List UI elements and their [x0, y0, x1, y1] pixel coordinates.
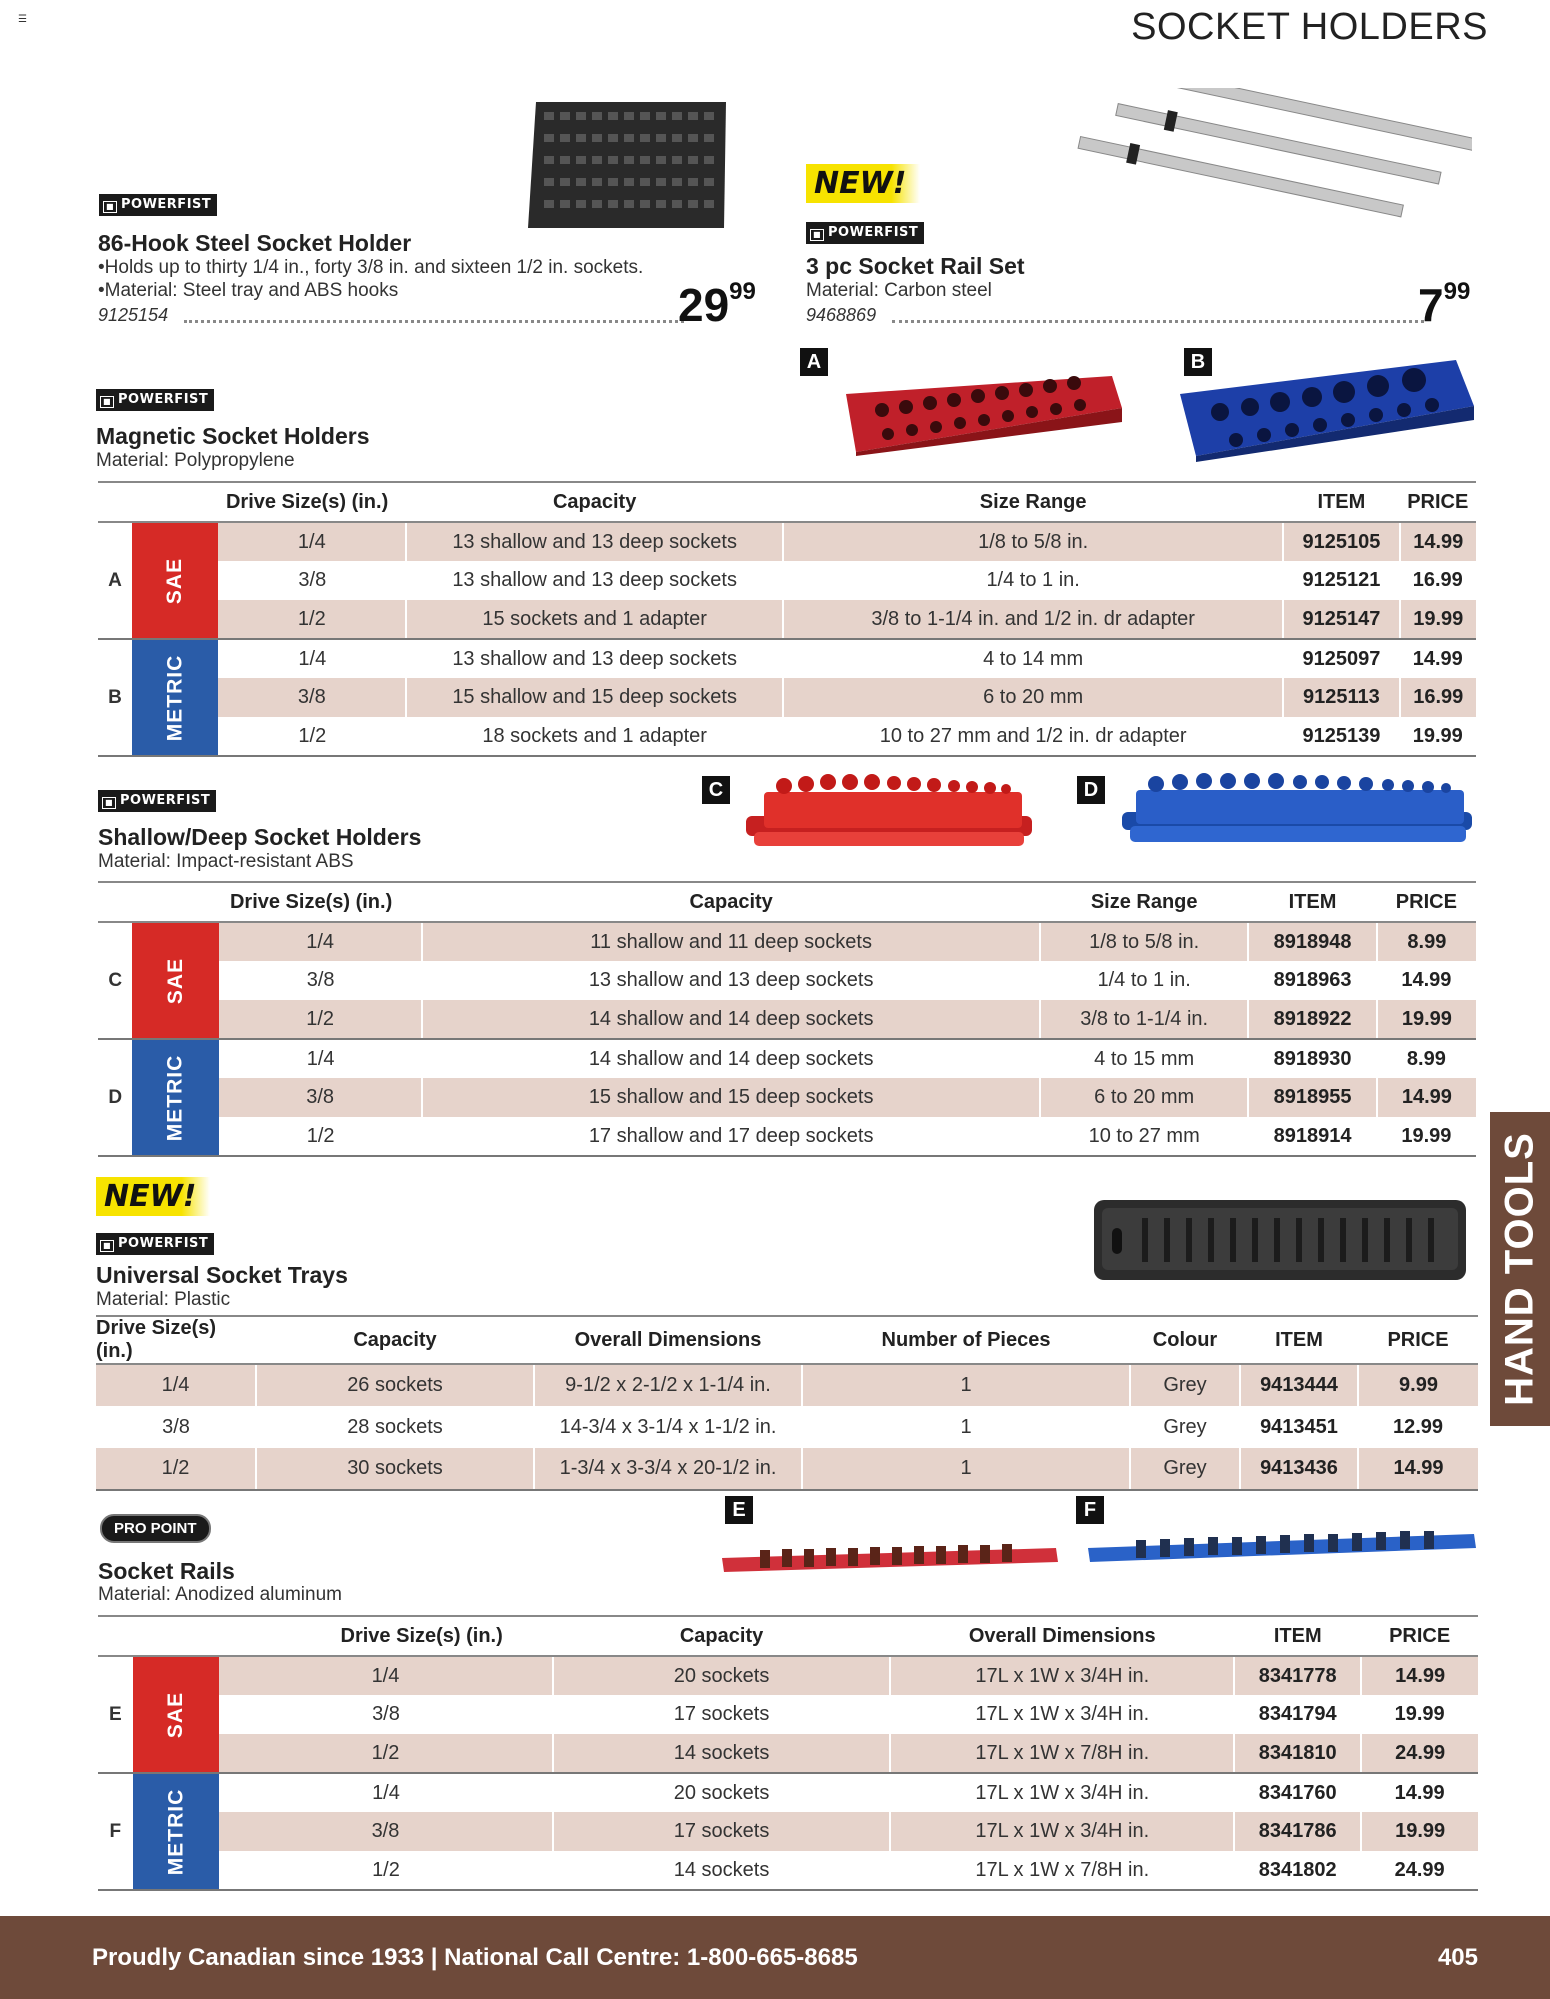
- cell-pieces: 1: [802, 1448, 1130, 1490]
- col-header-pieces: Number of Pieces: [802, 1316, 1130, 1364]
- hand-tools-tab[interactable]: HAND TOOLS: [1490, 1112, 1550, 1426]
- cell-drive: 3/8: [306, 969, 335, 991]
- col-header-item: ITEM: [1240, 1316, 1358, 1364]
- section-material: Material: Impact-resistant ABS: [98, 851, 354, 872]
- section-title: Socket Rails: [98, 1558, 235, 1584]
- cell-capacity: 15 shallow and 15 deep sockets: [422, 1078, 1040, 1117]
- group-letter: B: [98, 639, 132, 756]
- cell-drive: 1/4: [306, 1047, 335, 1070]
- socket-rail-set-image: [1066, 88, 1472, 268]
- red-magnetic-holder-image: [842, 372, 1124, 456]
- cell-item: 8918955: [1248, 1078, 1376, 1117]
- col-header-item: ITEM: [1234, 1616, 1361, 1656]
- product-bullet: •Holds up to thirty 1/4 in., forty 3/8 in. and sixteen 1/2 in. sockets.: [98, 257, 644, 278]
- cell-size-range: 3/8 to 1-1/4 in.: [1040, 1000, 1248, 1039]
- leader-dots: [892, 320, 1424, 323]
- cell-drive: 1/2: [218, 717, 406, 756]
- new-badge: NEW!: [806, 164, 920, 203]
- footer-text: Proudly Canadian since 1933 | National Call Centre: 1-800-665-8685: [92, 1944, 858, 1971]
- image-letter: F: [1076, 1496, 1104, 1524]
- cell-size-range: 1/4 to 1 in.: [1097, 969, 1191, 991]
- table-row: [98, 1000, 1476, 1039]
- cell-drive: 3/8: [162, 1415, 190, 1438]
- cell-capacity: 11 shallow and 11 deep sockets: [422, 922, 1040, 961]
- cell-drive: 1/4: [298, 647, 327, 670]
- cell-price: 14.99: [1394, 1781, 1445, 1804]
- cell-item: 8341778: [1234, 1656, 1361, 1695]
- image-letter: E: [725, 1496, 753, 1524]
- table-row: [98, 1851, 1478, 1890]
- cell-drive: 1/4: [96, 1364, 256, 1406]
- cell-item: 9413451: [1260, 1415, 1338, 1438]
- cell-price: 19.99: [1377, 1117, 1476, 1156]
- cell-capacity: 13 shallow and 13 deep sockets: [452, 647, 737, 670]
- section-title: Shallow/Deep Socket Holders: [98, 824, 422, 850]
- cell-drive: 1/4: [372, 1781, 400, 1804]
- cell-item: 8918948: [1248, 922, 1376, 961]
- cell-capacity: 20 sockets: [553, 1656, 891, 1695]
- product-title: 3 pc Socket Rail Set: [806, 253, 1025, 279]
- section-title: Magnetic Socket Holders: [96, 423, 370, 449]
- section-material: Material: Anodized aluminum: [98, 1584, 342, 1605]
- table-row: [96, 1364, 1478, 1406]
- cell-drive: 1/4: [219, 1656, 553, 1695]
- table-row: [98, 961, 1476, 1000]
- cell-dims: 17L x 1W x 3/4H in.: [890, 1812, 1234, 1851]
- col-header-dims: Overall Dimensions: [890, 1616, 1234, 1656]
- cell-price: 19.99: [1377, 1000, 1476, 1039]
- col-header-item: ITEM: [1248, 882, 1376, 922]
- product-title: 86-Hook Steel Socket Holder: [98, 230, 412, 256]
- cell-price: 14.99: [1358, 1448, 1478, 1490]
- powerfist-logo: ■ POWERFIST: [96, 389, 214, 411]
- section-title: Universal Socket Trays: [96, 1262, 348, 1288]
- cell-item: 9125139: [1283, 717, 1399, 756]
- cell-capacity: 14 sockets: [553, 1734, 891, 1773]
- socket-rails-table: [98, 1615, 1478, 1891]
- cell-pieces: 1: [802, 1364, 1130, 1406]
- col-header-drive: Drive Size(s) (in.): [96, 1316, 256, 1364]
- cell-item: 8918963: [1273, 969, 1352, 991]
- cell-price: 14.99: [1400, 522, 1476, 561]
- leader-dots: [184, 320, 684, 323]
- col-header-drive: Drive Size(s) (in.): [98, 482, 406, 522]
- powerfist-logo: ■ POWERFIST: [96, 1233, 214, 1255]
- red-socket-rail-image: [720, 1538, 1060, 1578]
- cell-capacity: 13 shallow and 13 deep sockets: [588, 969, 874, 991]
- cell-item: 9125121: [1302, 569, 1381, 591]
- cell-item: 8341760: [1258, 1781, 1337, 1804]
- table-row: [98, 1773, 1478, 1812]
- image-letter: A: [800, 348, 828, 376]
- cell-price: 14.99: [1377, 1078, 1476, 1117]
- product-sku: 9468869: [806, 305, 877, 325]
- cell-price: 14.99: [1401, 969, 1452, 991]
- cell-capacity: 17 sockets: [673, 1703, 770, 1725]
- group-letter: D: [98, 1039, 132, 1156]
- table-row: [98, 639, 1476, 678]
- cell-item: 9413436: [1240, 1448, 1358, 1490]
- cell-item: 9125105: [1283, 522, 1399, 561]
- cell-dims: 17L x 1W x 7/8H in.: [890, 1851, 1234, 1890]
- metric-band: METRIC: [132, 639, 219, 756]
- cell-capacity: 18 sockets and 1 adapter: [406, 717, 783, 756]
- cell-size-range: 10 to 27 mm and 1/2 in. dr adapter: [783, 717, 1283, 756]
- cell-drive: 3/8: [372, 1703, 400, 1725]
- group-letter: A: [98, 522, 132, 639]
- product-bullet: •Material: Steel tray and ABS hooks: [98, 280, 399, 301]
- product-sku: 9125154: [98, 305, 169, 325]
- table-header-row: [96, 1316, 1478, 1364]
- cell-price: 19.99: [1400, 600, 1476, 639]
- blue-shallow-deep-holder-image: [1120, 770, 1474, 846]
- cell-colour: Grey: [1163, 1415, 1207, 1438]
- cell-capacity: 14 shallow and 14 deep sockets: [588, 1047, 874, 1070]
- cell-drive: 1/4: [218, 522, 406, 561]
- product-material: Material: Carbon steel: [806, 280, 992, 301]
- page-number: 405: [1437, 1944, 1478, 1971]
- cell-colour: Grey: [1130, 1364, 1240, 1406]
- cell-drive: 3/8: [218, 678, 406, 717]
- cell-dims: 17L x 1W x 3/4H in.: [975, 1781, 1150, 1804]
- cell-price: 14.99: [1361, 1656, 1478, 1695]
- cell-price: 14.99: [1412, 647, 1463, 670]
- cell-size-range: 1/8 to 5/8 in.: [1040, 922, 1248, 961]
- col-header-drive: Drive Size(s) (in.): [98, 882, 422, 922]
- col-header-size-range: Size Range: [1040, 882, 1248, 922]
- group-letter: C: [98, 922, 132, 1039]
- cell-drive: 1/2: [218, 600, 406, 639]
- cell-capacity: 17 shallow and 17 deep sockets: [422, 1117, 1040, 1156]
- table-row: [98, 1117, 1476, 1156]
- cell-price: 8.99: [1377, 922, 1476, 961]
- cell-item: 8341810: [1234, 1734, 1361, 1773]
- blue-magnetic-holder-image: [1176, 356, 1478, 464]
- cell-price: 24.99: [1361, 1734, 1478, 1773]
- cell-item: 9125147: [1283, 600, 1399, 639]
- cell-item: 8918914: [1248, 1117, 1376, 1156]
- cell-price: 19.99: [1361, 1812, 1478, 1851]
- shallow-deep-table: [98, 881, 1476, 1157]
- table-row: [98, 922, 1476, 961]
- cell-drive: 1/2: [219, 1851, 553, 1890]
- powerfist-logo: ■ POWERFIST: [99, 194, 217, 216]
- cell-item: 8918922: [1248, 1000, 1376, 1039]
- cell-item: 9413444: [1240, 1364, 1358, 1406]
- cell-pieces: 1: [960, 1415, 972, 1438]
- cell-size-range: 6 to 20 mm: [783, 678, 1283, 717]
- col-header-price: PRICE: [1400, 482, 1476, 522]
- cell-drive: 1/4: [219, 922, 422, 961]
- cell-drive: 1/2: [219, 1000, 422, 1039]
- cell-capacity: 14 sockets: [553, 1851, 891, 1890]
- section-material: Material: Plastic: [96, 1289, 231, 1310]
- cell-drive: 3/8: [219, 1078, 422, 1117]
- cell-size-range: 1/8 to 5/8 in.: [783, 522, 1283, 561]
- cell-size-range: 6 to 20 mm: [1040, 1078, 1248, 1117]
- cell-capacity: 30 sockets: [256, 1448, 534, 1490]
- col-header-item: ITEM: [1283, 482, 1399, 522]
- table-row: [98, 1695, 1478, 1734]
- table-row: [98, 717, 1476, 756]
- col-header-dims: Overall Dimensions: [534, 1316, 802, 1364]
- cell-dims: 9-1/2 x 2-1/2 x 1-1/4 in.: [534, 1364, 802, 1406]
- sae-band: SAE: [132, 522, 219, 639]
- cell-capacity: 20 sockets: [673, 1781, 770, 1804]
- cell-dims: 1-3/4 x 3-3/4 x 20-1/2 in.: [534, 1448, 802, 1490]
- cell-colour: Grey: [1130, 1448, 1240, 1490]
- cell-price: 19.99: [1400, 717, 1476, 756]
- table-row: [98, 1078, 1476, 1117]
- page-title: SOCKET HOLDERS: [1131, 6, 1488, 48]
- menu-icon[interactable]: ☰: [18, 14, 27, 25]
- cell-price: 8.99: [1406, 1047, 1446, 1070]
- red-shallow-deep-holder-image: [744, 770, 1034, 850]
- table-header-row: [98, 882, 1476, 922]
- sae-band: SAE: [133, 1656, 220, 1773]
- cell-capacity: 13 shallow and 13 deep sockets: [406, 522, 783, 561]
- cell-capacity: 14 shallow and 14 deep sockets: [422, 1000, 1040, 1039]
- col-header-capacity: Capacity: [256, 1316, 534, 1364]
- cell-drive: 1/2: [96, 1448, 256, 1490]
- col-header-colour: Colour: [1130, 1316, 1240, 1364]
- powerfist-logo: ■ POWERFIST: [806, 222, 924, 244]
- magnetic-table: [98, 481, 1476, 757]
- cell-drive: 3/8: [219, 1812, 553, 1851]
- col-header-price: PRICE: [1377, 882, 1476, 922]
- cell-size-range: 1/4 to 1 in.: [986, 569, 1080, 591]
- group-letter: E: [98, 1656, 133, 1773]
- table-row: [98, 678, 1476, 717]
- product-price: 2999: [678, 278, 756, 331]
- universal-socket-tray-image: [1092, 1198, 1468, 1282]
- blue-socket-rail-image: [1086, 1526, 1478, 1566]
- cell-drive: 1/2: [219, 1117, 422, 1156]
- col-header-capacity: Capacity: [422, 882, 1040, 922]
- table-header-row: [98, 482, 1476, 522]
- propoint-logo: PRO POINT: [100, 1514, 211, 1543]
- cell-drive: 3/8: [298, 569, 327, 591]
- cell-dims: 14-3/4 x 3-1/4 x 1-1/2 in.: [559, 1415, 777, 1438]
- col-header-capacity: Capacity: [553, 1616, 891, 1656]
- metric-band: METRIC: [133, 1773, 220, 1890]
- cell-item: 9125113: [1283, 678, 1399, 717]
- footer-bar: [0, 1916, 1550, 1999]
- table-row: [98, 1656, 1478, 1695]
- universal-trays-table: [96, 1315, 1478, 1491]
- table-row: [98, 561, 1476, 600]
- cell-drive: 1/2: [219, 1734, 553, 1773]
- cell-capacity: 15 shallow and 15 deep sockets: [406, 678, 783, 717]
- cell-item: 8918930: [1273, 1047, 1352, 1070]
- table-row: [98, 1039, 1476, 1078]
- col-header-capacity: Capacity: [406, 482, 783, 522]
- product-price: 799: [1418, 278, 1471, 331]
- cell-item: 9125097: [1302, 647, 1381, 670]
- table-row: [98, 1734, 1478, 1773]
- sae-band: SAE: [132, 922, 219, 1039]
- table-row: [98, 600, 1476, 639]
- cell-capacity: 28 sockets: [347, 1415, 443, 1438]
- table-row: [96, 1448, 1478, 1490]
- image-letter: B: [1184, 348, 1212, 376]
- cell-dims: 17L x 1W x 3/4H in.: [975, 1703, 1150, 1725]
- image-letter: C: [702, 776, 730, 804]
- cell-capacity: 17 sockets: [553, 1812, 891, 1851]
- cell-item: 8341802: [1234, 1851, 1361, 1890]
- metric-band: METRIC: [132, 1039, 219, 1156]
- cell-size-range: 4 to 14 mm: [983, 647, 1084, 670]
- cell-price: 16.99: [1400, 678, 1476, 717]
- cell-size-range: 4 to 15 mm: [1094, 1047, 1195, 1070]
- cell-dims: 17L x 1W x 7/8H in.: [890, 1734, 1234, 1773]
- col-header-price: PRICE: [1361, 1616, 1478, 1656]
- cell-price: 12.99: [1392, 1415, 1444, 1438]
- cell-capacity: 26 sockets: [256, 1364, 534, 1406]
- cell-price: 24.99: [1361, 1851, 1478, 1890]
- cell-size-range: 10 to 27 mm: [1040, 1117, 1248, 1156]
- cell-capacity: 13 shallow and 13 deep sockets: [452, 569, 737, 591]
- col-header-size-range: Size Range: [783, 482, 1283, 522]
- section-material: Material: Polypropylene: [96, 450, 295, 471]
- image-letter: D: [1077, 776, 1105, 804]
- cell-capacity: 15 sockets and 1 adapter: [406, 600, 783, 639]
- new-badge: NEW!: [96, 1177, 210, 1216]
- socket-tray-86-hook-image: [526, 100, 730, 230]
- table-row: [98, 1812, 1478, 1851]
- col-header-drive: Drive Size(s) (in.): [98, 1616, 553, 1656]
- cell-item: 8341794: [1258, 1703, 1337, 1725]
- cell-dims: 17L x 1W x 3/4H in.: [890, 1656, 1234, 1695]
- cell-item: 8341786: [1234, 1812, 1361, 1851]
- cell-price: 9.99: [1358, 1364, 1478, 1406]
- cell-size-range: 3/8 to 1-1/4 in. and 1/2 in. dr adapter: [783, 600, 1283, 639]
- table-header-row: [98, 1616, 1478, 1656]
- group-letter: F: [98, 1773, 133, 1890]
- table-row: [96, 1406, 1478, 1448]
- cell-price: 19.99: [1394, 1703, 1445, 1725]
- powerfist-logo: ■ POWERFIST: [98, 790, 216, 812]
- col-header-price: PRICE: [1358, 1316, 1478, 1364]
- cell-price: 16.99: [1412, 569, 1463, 591]
- table-row: [98, 522, 1476, 561]
